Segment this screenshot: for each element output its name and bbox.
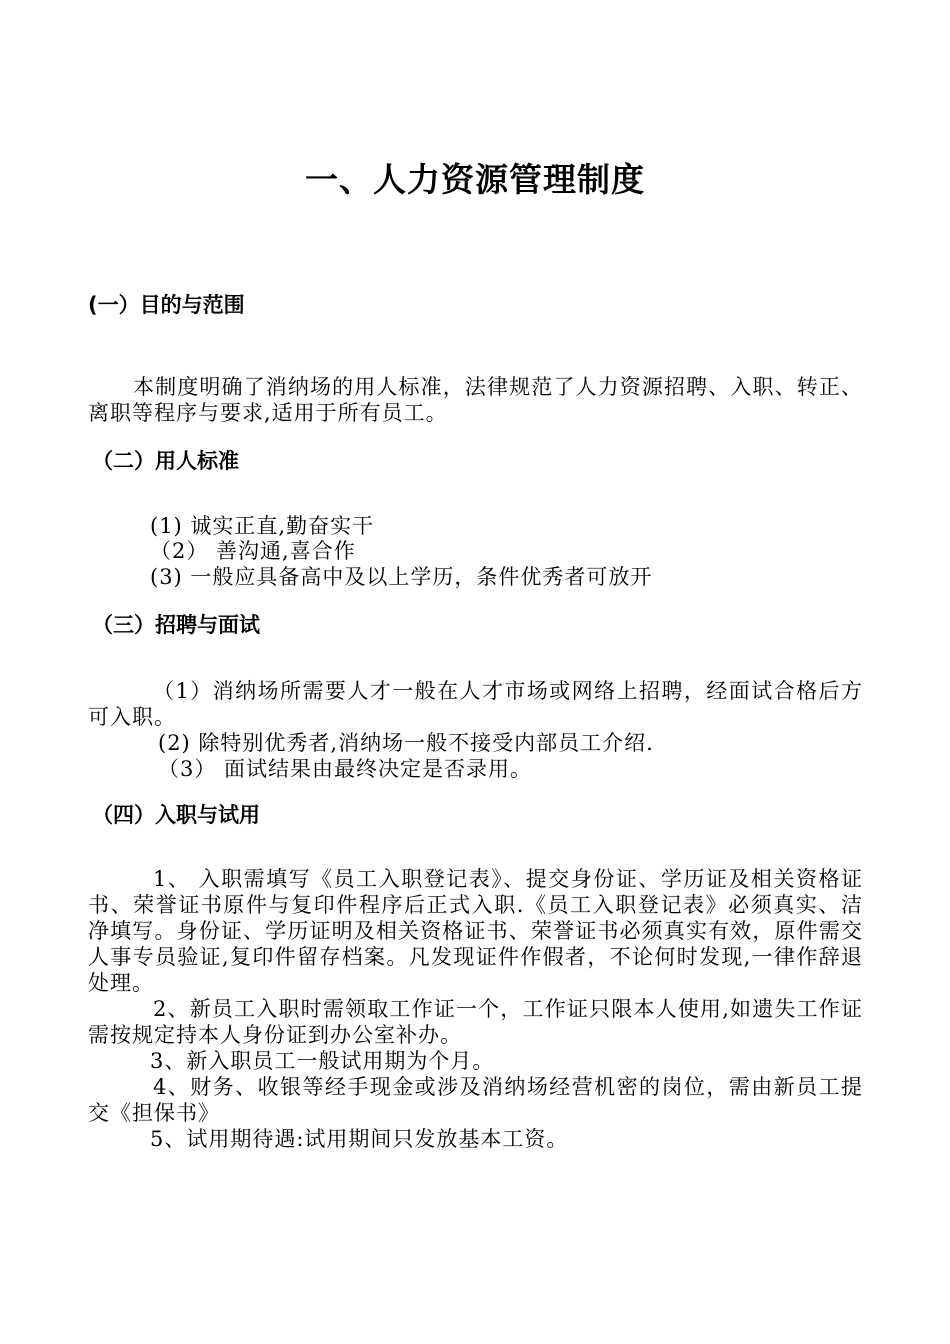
recruitment-item-2: (2) 除特别优秀者,消纳场一般不接受内部员工介绍. [158,731,654,755]
section-heading-onboarding: （四）入职与试用 [92,803,260,827]
recruitment-item-3: （3） 面试结果由最终决定是否录用。 [158,757,533,781]
standards-item-3: (3) 一般应具备高中及以上学历，条件优秀者可放开 [150,565,653,589]
recruitment-item-1: （1）消纳场所需要人才一般在人才市场或网络上招聘，经面试合格后方可入职。 [88,679,863,729]
section-heading-standards: （二）用人标准 [92,449,239,473]
onboarding-item-4: 4、财务、收银等经手现金或涉及消纳场经营机密的岗位，需由新员工提交《担保书》 [88,1075,863,1125]
standards-item-1: (1) 诚实正直,勤奋实干 [150,514,375,538]
onboarding-item-2: 2、新员工入职时需领取工作证一个，工作证只限本人使用,如遗失工作证需按规定持本人身份证到办公室补办。 [88,997,863,1047]
page-title: 一、人力资源管理制度 [305,160,645,199]
section-heading-recruitment: （三）招聘与面试 [92,613,260,637]
onboarding-item-3: 3、新入职员工一般试用期为个月。 [150,1049,495,1073]
onboarding-item-5: 5、试用期待遇:试用期间只发放基本工资。 [150,1127,569,1151]
onboarding-item-1: 1、 入职需填写《员工入职登记表》、提交身份证、学历证及相关资格证书、荣誉证书原件与复印件程序后正式入职.《员工入职登记表》必须真实、洁净填写。身份证、学历证明及相关资格证书、荣誉证书必须真实有效，原件需交人事专员验证,复印件留存档案。凡发现证件作假者，不论何时发现,一律作辞退处理。 [88,867,863,995]
standards-item-2: （2） 善沟通,喜合作 [150,539,356,563]
section-heading-purpose: (一）目的与范围 [88,293,245,317]
purpose-paragraph: 本制度明确了消纳场的用人标准，法律规范了人力资源招聘、入职、转正、离职等程序与要求,适用于所有员工。 [88,375,863,425]
